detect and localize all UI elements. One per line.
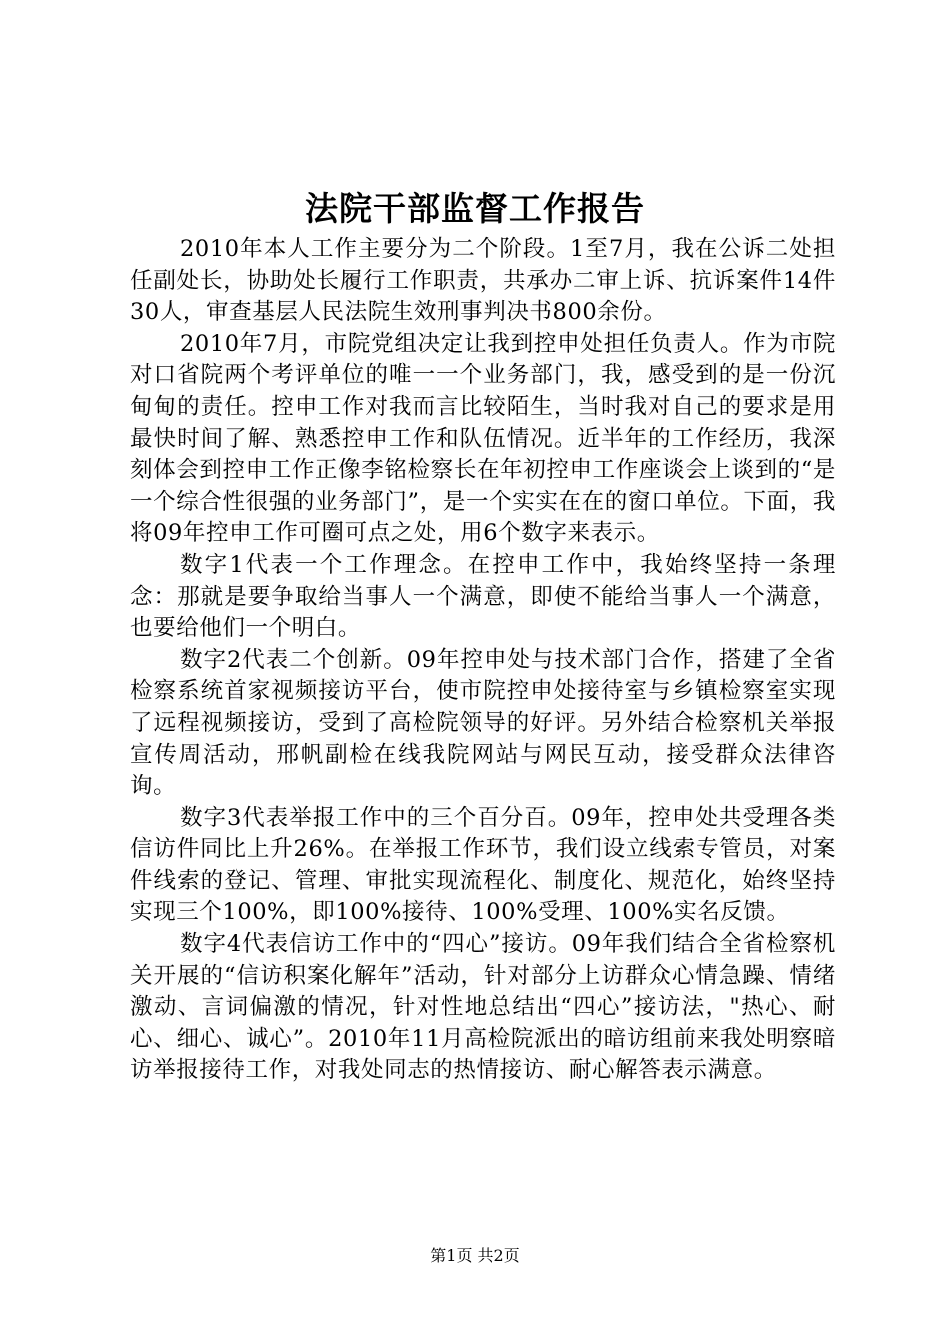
paragraph-3: 数字1代表一个工作理念。在控申工作中，我始终坚持一条理念：那就是要争取给当事人一个满意，即使不能给当事人一个满意，也要给他们一个明白。 xyxy=(130,551,836,642)
document-title: 法院干部监督工作报告 xyxy=(305,189,645,228)
paragraph-2: 2010年7月，市院党组决定让我到控申处担任负责人。作为市院对口省院两个考评单位的唯一一个业务部门，我，感受到的是一份沉甸甸的责任。控申工作对我而言比较陌生，当时我对自己的要求是用最快时间了解、熟悉控申工作和队伍情况。近半年的工作经历，我深刻体会到控申工作正像李铭检察长在年初控申工作座谈会上谈到的“是一个综合性很强的业务部门”，是一个实实在在的窗口单位。下面，我将09年控申工作可圈可点之处，用6个数字来表示。 xyxy=(130,330,836,547)
paragraph-5: 数字3代表举报工作中的三个百分百。09年，控申处共受理各类信访件同比上升26%。在举报工作环节，我们设立线索专管员，对案件线索的登记、管理、审批实现流程化、制度化、规范化，始终坚持实现三个100%，即100%接待、100%受理、100%实名反馈。 xyxy=(130,804,836,926)
paragraph-1: 2010年本人工作主要分为二个阶段。1至7月，我在公诉二处担任副处长，协助处长履行工作职责，共承办二审上诉、抗诉案件14件30人，审查基层人民法院生效刑事判决书800余份。 xyxy=(130,236,836,326)
paragraph-6: 数字4代表信访工作中的“四心”接访。09年我们结合全省检察机关开展的“信访积案化解年”活动，针对部分上访群众心情急躁、情绪激动、言词偏激的情况，针对性地总结出“四心”接访法，"热心、耐心、细心、诚心”。2010年11月高检院派出的暗访组前来我处明察暗访举报接待工作，对我处同志的热情接访、耐心解答表示满意。 xyxy=(130,931,836,1084)
document-body xyxy=(130,234,836,1087)
paragraph-4: 数字2代表二个创新。09年控申处与技术部门合作，搭建了全省检察系统首家视频接访平台，使市院控申处接待室与乡镇检察室实现了远程视频接访，受到了高检院领导的好评。另外结合检察机关举报宣传周活动，邢帆副检在线我院网站与网民互动，接受群众法律咨询。 xyxy=(130,646,836,800)
page-footer: 第1页 共2页 xyxy=(430,1246,520,1265)
